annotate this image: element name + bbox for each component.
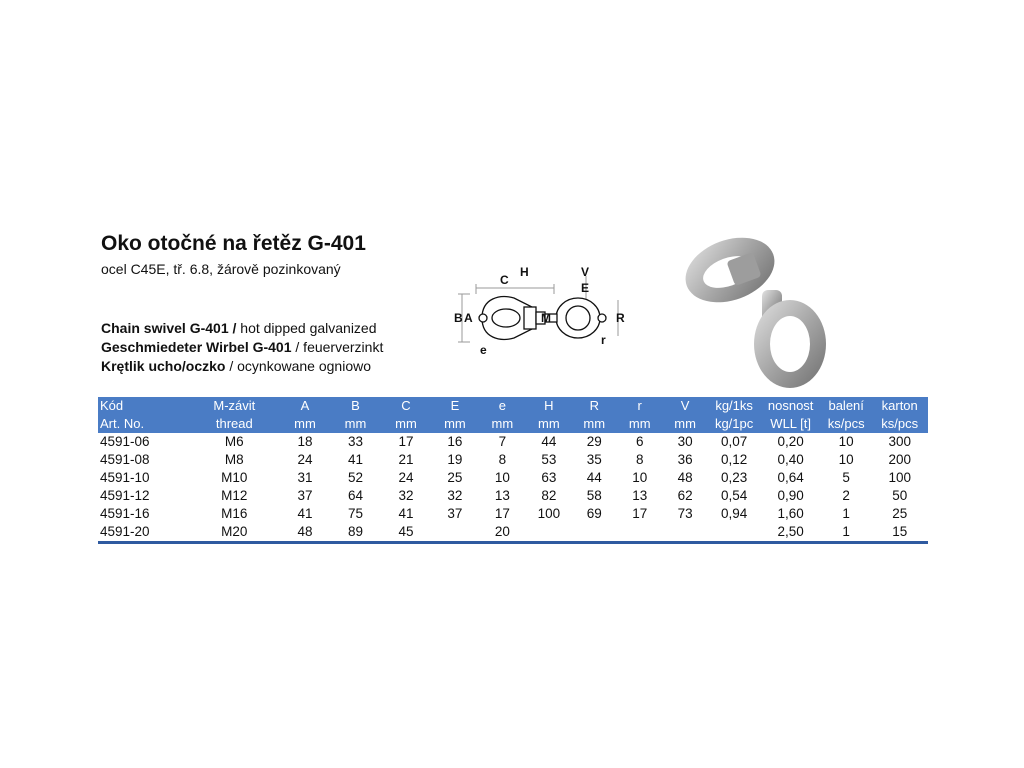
table-cell: 63 <box>541 470 557 485</box>
table-cell: Art. No. <box>98 415 189 433</box>
table-cell: 0,20 <box>777 434 804 449</box>
product-subtitle: ocel C45E, tř. 6.8, žárově pozinkovaný <box>101 261 341 277</box>
table-cell: 37 <box>447 506 463 521</box>
table-cell: B <box>330 397 380 415</box>
table-cell <box>617 523 662 543</box>
table-cell: 48 <box>280 523 330 543</box>
table-cell: E <box>431 397 478 415</box>
table-cell: 36 <box>677 452 693 467</box>
table-cell: 8 <box>635 452 644 467</box>
dimension-diagram <box>450 262 640 362</box>
table-cell: 17 <box>398 434 414 449</box>
table-header-row <box>98 415 928 433</box>
table-cell: Kód <box>98 397 189 415</box>
table-cell: 0,23 <box>720 470 748 485</box>
table-cell: H <box>526 397 571 415</box>
table-cell: C <box>381 397 431 415</box>
table-row <box>98 433 928 451</box>
table-cell: 18 <box>297 434 313 449</box>
table-cell: 4591-06 <box>100 434 150 449</box>
table-cell: 75 <box>347 506 363 521</box>
table-cell: 89 <box>330 523 380 543</box>
table-cell: mm <box>617 415 662 433</box>
table-cell: mm <box>662 415 707 433</box>
table-cell: 0,40 <box>777 452 804 467</box>
table-cell: 1,60 <box>777 506 804 521</box>
table-cell: 10 <box>838 452 854 467</box>
table-cell: ks/pcs <box>871 415 928 433</box>
table-cell: 64 <box>347 488 363 503</box>
table-cell: 25 <box>892 506 908 521</box>
table-cell: mm <box>431 415 478 433</box>
table-cell: M6 <box>224 434 244 449</box>
table-header-row <box>98 397 928 415</box>
table-cell: e <box>479 397 526 415</box>
table-cell: mm <box>280 415 330 433</box>
table-cell: 0,07 <box>720 434 748 449</box>
table-cell: 15 <box>871 523 928 543</box>
table-cell: 13 <box>632 488 648 503</box>
table-cell: mm <box>479 415 526 433</box>
table-row <box>98 505 928 523</box>
description-pl: Krętlik ucho/oczko / ocynkowane ogniowo <box>101 358 372 374</box>
table-cell: 44 <box>586 470 602 485</box>
table-cell: 50 <box>892 488 908 503</box>
table-cell: mm <box>526 415 571 433</box>
table-cell: 200 <box>888 452 911 467</box>
table-cell: M8 <box>224 452 244 467</box>
table-cell: M16 <box>221 506 248 521</box>
label-V: V <box>581 265 590 279</box>
description-de: Geschmiedeter Wirbel G-401 / feuerverzinkt <box>101 339 384 355</box>
table-cell: 6 <box>635 434 644 449</box>
label-R: R <box>616 311 625 325</box>
table-cell: 10 <box>838 434 854 449</box>
table-cell: 4591-08 <box>100 452 150 467</box>
product-photo <box>670 232 830 402</box>
table-row <box>98 523 928 543</box>
table-cell: M20 <box>189 523 280 543</box>
table-cell: kg/1pc <box>708 415 761 433</box>
table-cell: 33 <box>347 434 363 449</box>
table-cell: 0,90 <box>777 488 804 503</box>
table-cell: 0,94 <box>720 506 748 521</box>
table-cell: r <box>617 397 662 415</box>
table-row <box>98 469 928 487</box>
table-cell: 10 <box>494 470 510 485</box>
table-cell: 73 <box>677 506 693 521</box>
table-cell <box>572 523 617 543</box>
label-B: B <box>454 311 463 325</box>
table-cell: 31 <box>297 470 313 485</box>
table-cell: R <box>572 397 617 415</box>
table-cell: mm <box>572 415 617 433</box>
table-cell: A <box>280 397 330 415</box>
description-en: Chain swivel G-401 / hot dipped galvanized <box>101 320 377 336</box>
table-cell: 100 <box>888 470 911 485</box>
table-cell: 53 <box>541 452 557 467</box>
table-cell: 0,12 <box>720 452 748 467</box>
table-cell: 10 <box>632 470 648 485</box>
table-cell: 41 <box>297 506 313 521</box>
table-cell <box>431 523 478 543</box>
table-cell: 48 <box>677 470 693 485</box>
table-cell: 37 <box>297 488 313 503</box>
table-cell: 45 <box>381 523 431 543</box>
table-row <box>98 487 928 505</box>
table-cell: 44 <box>541 434 557 449</box>
table-cell: 7 <box>498 434 507 449</box>
table-cell: 58 <box>586 488 602 503</box>
table-cell: 82 <box>541 488 557 503</box>
table-cell: 32 <box>447 488 463 503</box>
label-r: r <box>601 333 606 347</box>
label-E: E <box>581 281 590 295</box>
table-cell: 1 <box>842 506 850 521</box>
table-cell: 41 <box>398 506 414 521</box>
table-cell: nosnost <box>760 397 821 415</box>
table-cell: 17 <box>494 506 510 521</box>
table-cell <box>708 523 761 543</box>
table-cell: 24 <box>398 470 414 485</box>
table-cell: WLL [t] <box>760 415 821 433</box>
table-cell <box>526 523 571 543</box>
label-C: C <box>500 273 509 287</box>
table-cell: ks/pcs <box>821 415 871 433</box>
product-title: Oko otočné na řetěz G-401 <box>101 232 366 255</box>
table-cell: 5 <box>842 470 850 485</box>
table-cell: 2,50 <box>760 523 821 543</box>
table-cell: 35 <box>586 452 602 467</box>
table-cell: balení <box>821 397 871 415</box>
table-cell: mm <box>381 415 431 433</box>
table-cell: 2 <box>842 488 850 503</box>
table-cell: 0,54 <box>720 488 748 503</box>
table-cell: 13 <box>494 488 510 503</box>
table-cell: 4591-16 <box>100 506 150 521</box>
table-cell: 30 <box>677 434 693 449</box>
table-cell: karton <box>871 397 928 415</box>
table-cell: 32 <box>398 488 414 503</box>
label-e: e <box>480 343 487 357</box>
table-cell: V <box>662 397 707 415</box>
table-cell: 29 <box>586 434 602 449</box>
table-row <box>98 451 928 469</box>
table-cell: 0,64 <box>777 470 804 485</box>
table-cell: M12 <box>221 488 248 503</box>
table-cell: 20 <box>479 523 526 543</box>
table-cell: 69 <box>586 506 602 521</box>
table-cell: M10 <box>221 470 248 485</box>
table-cell: 100 <box>537 506 561 521</box>
table-cell: 19 <box>447 452 463 467</box>
table-cell: M-závit <box>189 397 280 415</box>
table-cell: kg/1ks <box>708 397 761 415</box>
table-cell: 52 <box>347 470 363 485</box>
table-cell: 17 <box>632 506 648 521</box>
table-cell: thread <box>189 415 280 433</box>
table-cell: 41 <box>347 452 363 467</box>
table-cell: 21 <box>398 452 414 467</box>
table-cell: 8 <box>498 452 507 467</box>
table-cell: 1 <box>821 523 871 543</box>
table-cell: 24 <box>297 452 313 467</box>
table-cell: 4591-12 <box>100 488 150 503</box>
label-H: H <box>520 265 529 279</box>
label-A: A <box>464 311 473 325</box>
label-M: M <box>541 311 551 325</box>
table-cell: mm <box>330 415 380 433</box>
table-cell <box>662 523 707 543</box>
table-cell: 4591-10 <box>100 470 150 485</box>
table-cell: 16 <box>447 434 463 449</box>
table-cell: 62 <box>677 488 693 503</box>
table-cell: 4591-20 <box>98 523 189 543</box>
specs-table <box>98 397 928 544</box>
table-cell: 25 <box>447 470 463 485</box>
table-cell: 300 <box>888 434 911 449</box>
